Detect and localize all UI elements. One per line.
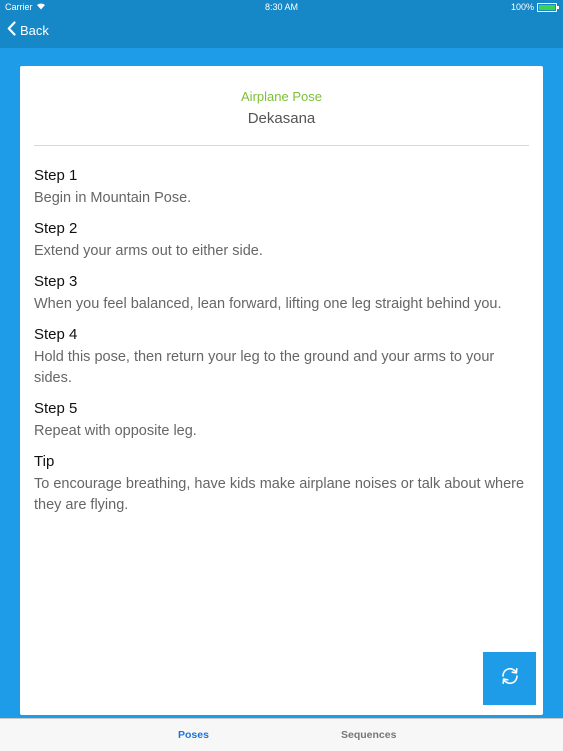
step-title: Step 4 [34, 326, 78, 343]
step-item [34, 399, 529, 442]
status-right [511, 2, 557, 12]
back-button[interactable] [7, 21, 49, 39]
step-text: Repeat with opposite leg. [34, 423, 197, 439]
step-item [34, 166, 529, 209]
step-title: Step 5 [34, 400, 78, 417]
chevron-left-icon [7, 21, 16, 39]
refresh-button[interactable] [483, 652, 536, 705]
pose-detail-card [20, 66, 543, 715]
tab-sequences[interactable]: Sequences [341, 729, 397, 741]
pose-sanskrit-name: Dekasana [247, 110, 316, 127]
step-text: Hold this pose, then return your leg to the ground and your arms to your sides. [34, 349, 495, 386]
step-item [34, 219, 529, 262]
tab-poses[interactable]: Poses [178, 729, 209, 741]
step-item [34, 325, 529, 389]
back-label: Back [20, 22, 49, 38]
step-title: Step 3 [34, 273, 78, 290]
step-title: Step 1 [34, 167, 78, 184]
carrier-label: Carrier [5, 2, 33, 12]
refresh-icon [498, 664, 522, 693]
tab-bar [0, 718, 563, 751]
steps-list [34, 166, 529, 526]
pose-name: Airplane Pose [241, 89, 322, 104]
battery-percent: 100% [510, 2, 534, 12]
step-text: Begin in Mountain Pose. [34, 190, 192, 206]
status-bar [0, 0, 563, 15]
step-title: Step 2 [34, 220, 78, 237]
step-text: When you feel balanced, lean forward, lifting one leg straight behind you. [34, 296, 502, 312]
step-item [34, 272, 529, 315]
status-time: 8:30 AM [264, 2, 299, 12]
navigation-bar [0, 15, 563, 48]
pose-header [34, 86, 529, 146]
tip-text: To encourage breathing, have kids make airplane noises or talk about where they are flying. [34, 476, 525, 513]
tip-title: Tip [34, 453, 55, 470]
tip-item [34, 452, 529, 516]
battery-icon [537, 3, 557, 12]
step-text: Extend your arms out to either side. [34, 243, 263, 259]
